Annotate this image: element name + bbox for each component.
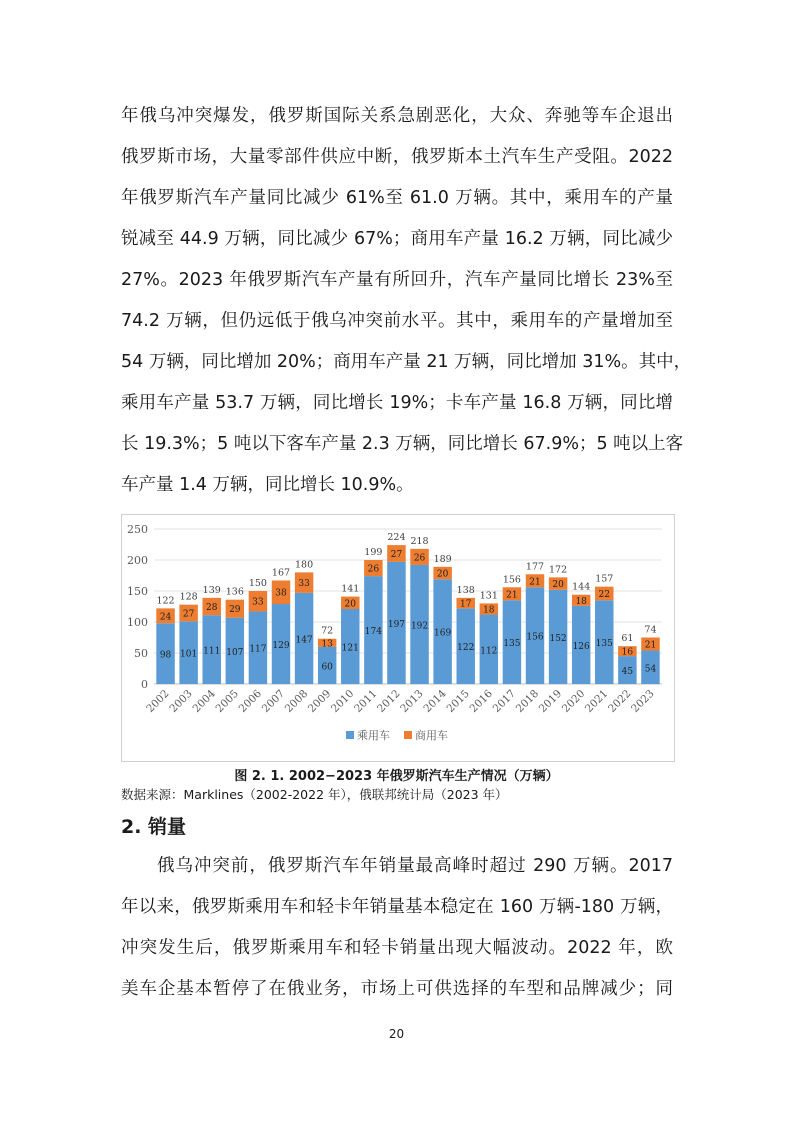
data-label-total: 156: [502, 574, 521, 586]
data-label-commercial: 13: [321, 639, 333, 650]
data-label-commercial: 27: [182, 609, 195, 620]
data-label-total: 138: [456, 584, 475, 596]
chart-svg: [122, 515, 674, 761]
text-line: 年以来，俄罗斯乘用车和轻卡年销量基本稳定在 160 万辆-180 万辆，: [121, 897, 673, 917]
data-label-commercial: 18: [575, 596, 587, 607]
data-label-passenger: 112: [480, 646, 498, 657]
x-tick-label: 2023: [629, 687, 657, 716]
text-line: 74.2 万辆，但仍远低于俄乌冲突前水平。其中，乘用车的产量增加至: [121, 311, 673, 331]
data-label-commercial: 21: [506, 590, 518, 601]
text-line: 乘用车产量 53.7 万辆，同比增长 19%；卡车产量 16.8 万辆，同比增: [121, 393, 673, 413]
data-label-passenger: 121: [341, 643, 359, 654]
y-tick-label: 150: [127, 585, 148, 598]
data-label-commercial: 26: [367, 564, 380, 575]
data-label-total: 61: [621, 633, 634, 645]
figure-caption: 图 2. 1. 2002−2023 年俄罗斯汽车生产情况（万辆）: [234, 769, 559, 784]
x-tick-label: 2002: [144, 687, 172, 716]
data-label-total: 224: [387, 532, 406, 544]
x-tick-label: 2011: [352, 687, 380, 716]
data-label-passenger: 129: [272, 641, 290, 652]
text-line: 俄罗斯市场，大量零部件供应中断，俄罗斯本土汽车生产受阻。2022: [121, 147, 673, 167]
text-line: 年俄罗斯汽车产量同比减少 61%至 61.0 万辆。其中，乘用车的产量: [121, 188, 673, 208]
data-label-total: 218: [410, 535, 429, 547]
data-label-passenger: 54: [644, 664, 657, 675]
x-tick-label: 2005: [213, 687, 241, 716]
data-label-passenger: 60: [321, 662, 333, 673]
data-label-total: 74: [644, 624, 657, 636]
x-tick-label: 2007: [259, 687, 288, 716]
x-tick-label: 2017: [490, 687, 519, 716]
data-label-passenger: 197: [387, 619, 406, 630]
paragraph-1: [121, 96, 692, 506]
data-label-total: 144: [572, 581, 591, 593]
data-label-total: 131: [479, 590, 498, 602]
data-label-commercial: 20: [344, 599, 356, 610]
y-tick-label: 200: [127, 554, 148, 567]
text-line: 冲突发生后，俄罗斯乘用车和轻卡销量出现大幅波动。2022 年，欧: [121, 938, 673, 958]
data-label-commercial: 18: [483, 605, 495, 616]
data-label-commercial: 21: [529, 577, 541, 588]
text-line: 年俄乌冲突爆发，俄罗斯国际关系急剧恶化，大众、奔驰等车企退出: [121, 106, 673, 126]
data-label-commercial: 33: [298, 579, 310, 590]
x-tick-label: 2004: [190, 687, 218, 716]
text-line: 长 19.3%；5 吨以下客车产量 2.3 万辆，同比增长 67.9%；5 吨以上客: [121, 434, 684, 454]
data-label-passenger: 111: [203, 646, 221, 657]
data-label-passenger: 135: [595, 639, 613, 650]
paragraph-2: [121, 846, 673, 1010]
data-label-total: 180: [295, 559, 314, 571]
x-tick-label: 2010: [329, 687, 357, 716]
data-label-commercial: 38: [275, 588, 287, 599]
x-tick-label: 2019: [536, 687, 565, 716]
data-label-commercial: 20: [552, 580, 564, 591]
data-label-passenger: 135: [503, 639, 521, 650]
x-tick-label: 2014: [421, 687, 449, 716]
page-number: 20: [388, 1027, 405, 1041]
data-label-passenger: 169: [434, 628, 452, 639]
data-label-total: 199: [364, 547, 383, 558]
text-line: 车产量 1.4 万辆，同比增长 10.9%。: [121, 475, 414, 495]
x-tick-label: 2022: [606, 687, 634, 716]
x-tick-label: 2003: [167, 687, 195, 716]
legend-label: 商用车: [415, 729, 448, 742]
x-tick-label: 2006: [236, 687, 265, 716]
data-label-total: 172: [549, 564, 568, 576]
data-label-passenger: 98: [159, 650, 172, 661]
data-label-commercial: 17: [460, 599, 472, 610]
text-line: 美车企基本暂停了在俄业务，市场上可供选择的车型和品牌减少；同: [121, 979, 673, 999]
y-tick-label: 50: [134, 647, 148, 660]
data-label-commercial: 27: [390, 549, 403, 560]
data-label-total: 167: [271, 567, 291, 579]
data-label-total: 136: [225, 586, 244, 598]
data-label-passenger: 156: [526, 632, 544, 643]
x-tick-label: 2020: [559, 687, 588, 716]
x-tick-label: 2008: [282, 687, 311, 716]
text-line: 54 万辆，同比增加 20%；商用车产量 21 万辆，同比增加 31%。其中，: [121, 352, 692, 372]
text-line: 俄乌冲突前，俄罗斯汽车年销量最高峰时超过 290 万辆。2017: [157, 856, 673, 876]
data-label-commercial: 16: [621, 647, 634, 658]
data-label-commercial: 28: [206, 603, 218, 613]
legend-swatch: [404, 731, 412, 739]
x-tick-label: 2021: [583, 687, 611, 716]
data-label-total: 139: [202, 584, 221, 596]
data-label-passenger: 107: [226, 647, 244, 658]
y-tick-label: 100: [127, 616, 148, 629]
data-label-commercial: 21: [644, 640, 657, 651]
data-label-passenger: 152: [549, 633, 567, 644]
x-tick-label: 2018: [513, 687, 542, 716]
data-label-commercial: 24: [159, 612, 172, 623]
data-label-commercial: 20: [436, 569, 449, 580]
data-label-commercial: 33: [252, 597, 264, 608]
data-label-passenger: 45: [621, 667, 634, 678]
data-label-total: 177: [525, 561, 545, 573]
data-label-passenger: 174: [364, 627, 382, 638]
x-tick-label: 2013: [398, 687, 426, 716]
data-source-note: 数据来源：Marklines（2002-2022 年），俄联邦统计局（2023 年）: [121, 787, 508, 802]
data-label-total: 72: [321, 625, 334, 637]
data-label-commercial: 22: [598, 589, 610, 600]
x-tick-label: 2016: [467, 687, 495, 716]
data-label-passenger: 147: [295, 635, 313, 646]
data-label-passenger: 117: [249, 644, 267, 655]
y-tick-label: 0: [141, 678, 148, 691]
production-chart: [121, 514, 675, 762]
text-line: 锐减至 44.9 万辆，同比减少 67%；商用车产量 16.2 万辆，同比减少: [121, 229, 673, 249]
x-tick-label: 2012: [375, 687, 403, 716]
data-label-commercial: 29: [229, 605, 241, 616]
data-label-total: 128: [179, 591, 198, 603]
section-heading: 2. 销量: [121, 816, 187, 838]
x-tick-label: 2009: [305, 687, 334, 716]
data-label-passenger: 101: [180, 649, 198, 660]
text-line: 27%。2023 年俄罗斯汽车产量有所回升，汽车产量同比增长 23%至: [121, 270, 673, 290]
legend-swatch: [346, 731, 354, 739]
x-tick-label: 2015: [444, 687, 472, 716]
data-label-passenger: 122: [457, 643, 475, 654]
y-tick-label: 250: [127, 523, 148, 536]
data-label-total: 122: [156, 595, 175, 607]
legend-label: 乘用车: [357, 729, 390, 742]
data-label-passenger: 126: [572, 641, 590, 652]
data-label-commercial: 26: [413, 553, 426, 564]
data-label-total: 189: [433, 553, 452, 565]
data-label-total: 157: [595, 573, 614, 585]
data-label-total: 150: [248, 578, 267, 589]
data-label-passenger: 192: [410, 621, 429, 632]
data-label-total: 141: [341, 583, 360, 595]
